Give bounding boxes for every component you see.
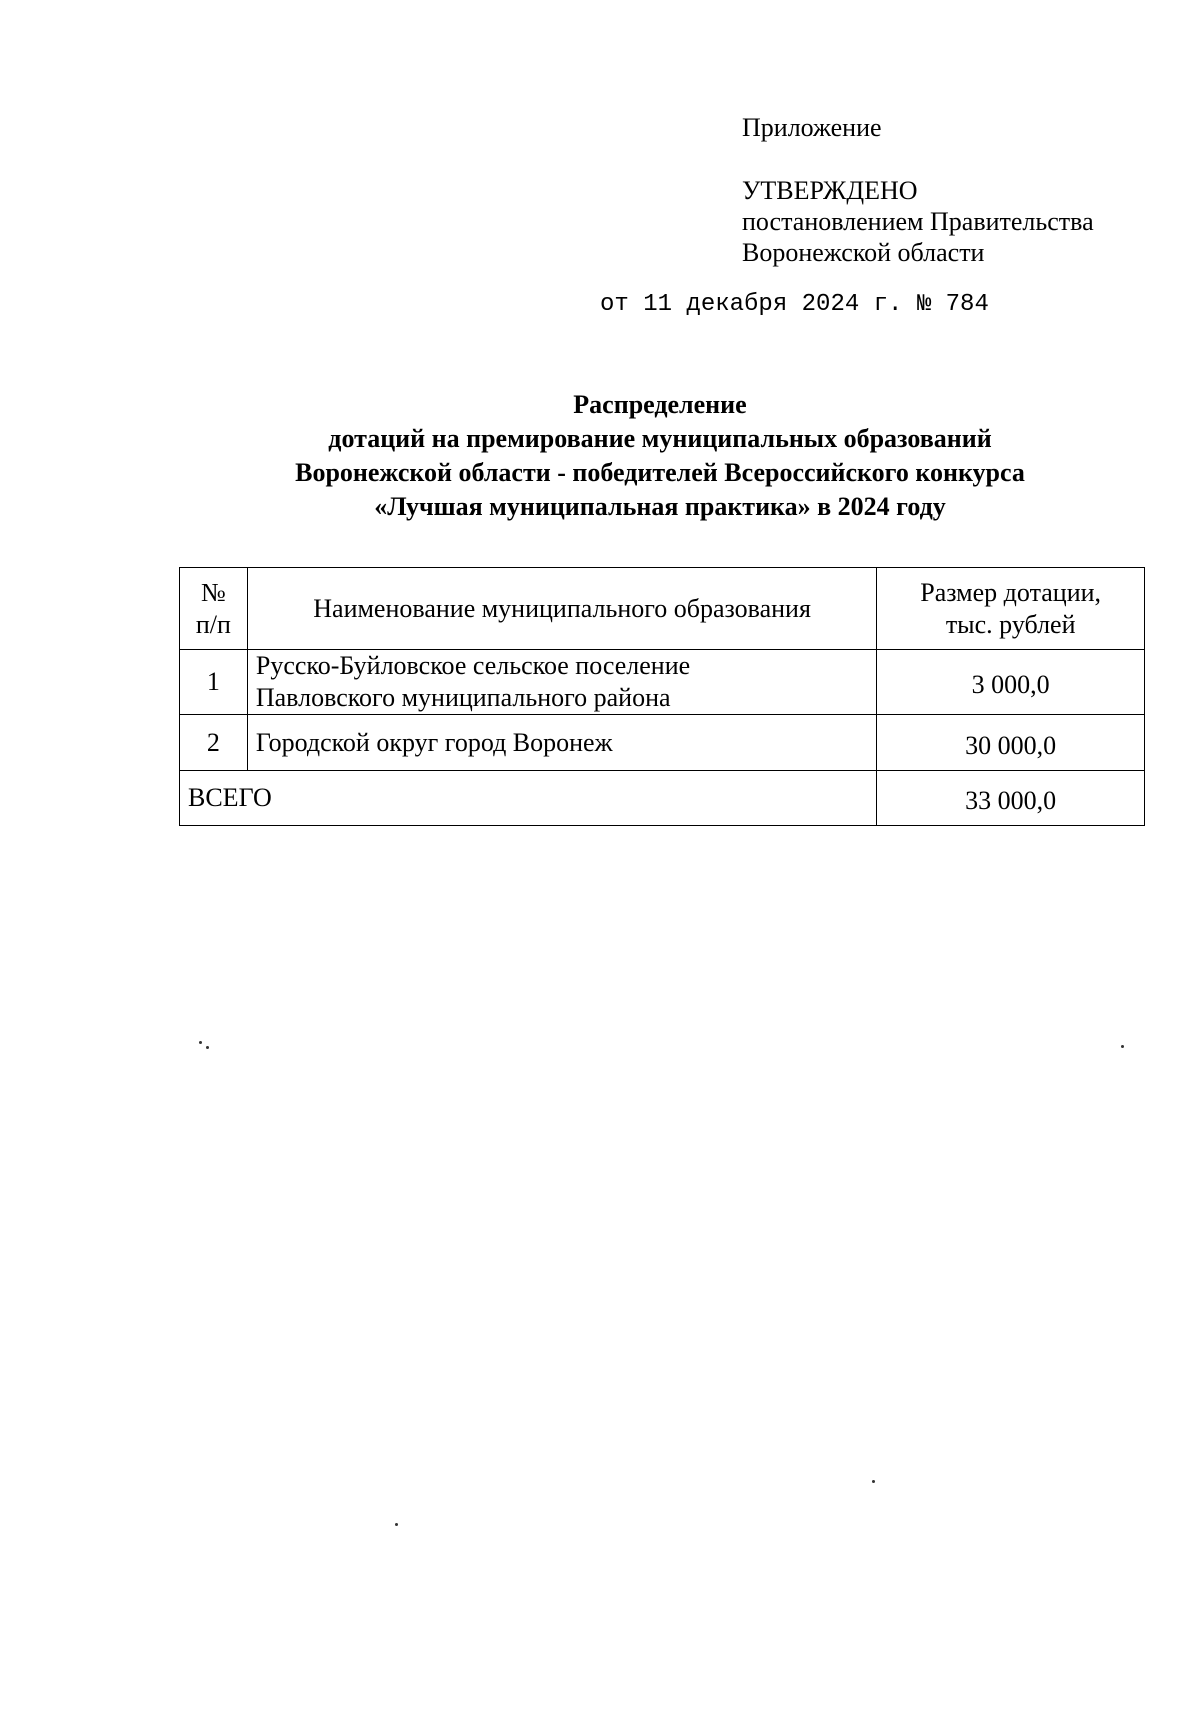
approved-stamp-text: УТВЕРЖДЕНО [742,176,918,205]
title-line-3: Воронежской области - победителей Всероссийского конкурса [295,458,1025,487]
row-number: 1 [180,650,248,715]
scan-speck [199,1041,202,1044]
approved-by-line-1: постановлением Правительства [742,207,1094,236]
row-name-line-2: Павловского муниципального района [255,683,671,712]
total-label: ВСЕГО [180,771,877,826]
table-header-row [180,568,1145,650]
title-line-2: дотаций на премирование муниципальных образований [328,424,992,453]
scan-speck [872,1480,875,1483]
title-line-1: Распределение [573,390,747,419]
distribution-table [179,567,1145,826]
header-amount-line-1: Размер дотации, [920,577,1102,607]
title-line-4: «Лучшая муниципальная практика» в 2024 году [374,492,946,521]
header-amount [877,568,1145,650]
header-number-line-1: № [201,577,226,607]
scan-speck [1121,1045,1124,1048]
header-name-text: Наименование муниципального образования [313,593,811,623]
header-name [247,568,876,650]
header-number-line-2: п/п [195,609,231,639]
total-amount: 33 000,0 [877,771,1145,826]
row-amount: 3 000,0 [877,650,1145,715]
row-name-line-1: Городской округ город Воронеж [255,727,613,757]
row-name [247,650,876,715]
decree-date-number: от 11 декабря 2024 г. № 784 [600,291,989,318]
document-title [160,388,1160,524]
approval-block [742,175,1094,268]
approved-by-line-2: Воронежской области [742,238,985,267]
row-name [247,715,876,771]
header-amount-line-2: тыс. рублей [945,609,1076,639]
scan-speck [206,1046,209,1049]
row-number: 2 [180,715,248,771]
table-total-row [180,771,1145,826]
header-number [180,568,248,650]
table-row [180,650,1145,715]
scan-speck [395,1523,398,1526]
table-row [180,715,1145,771]
row-name-line-1: Русско-Буйловское сельское поселение [255,651,691,680]
appendix-label: Приложение [742,113,882,142]
row-amount: 30 000,0 [877,715,1145,771]
